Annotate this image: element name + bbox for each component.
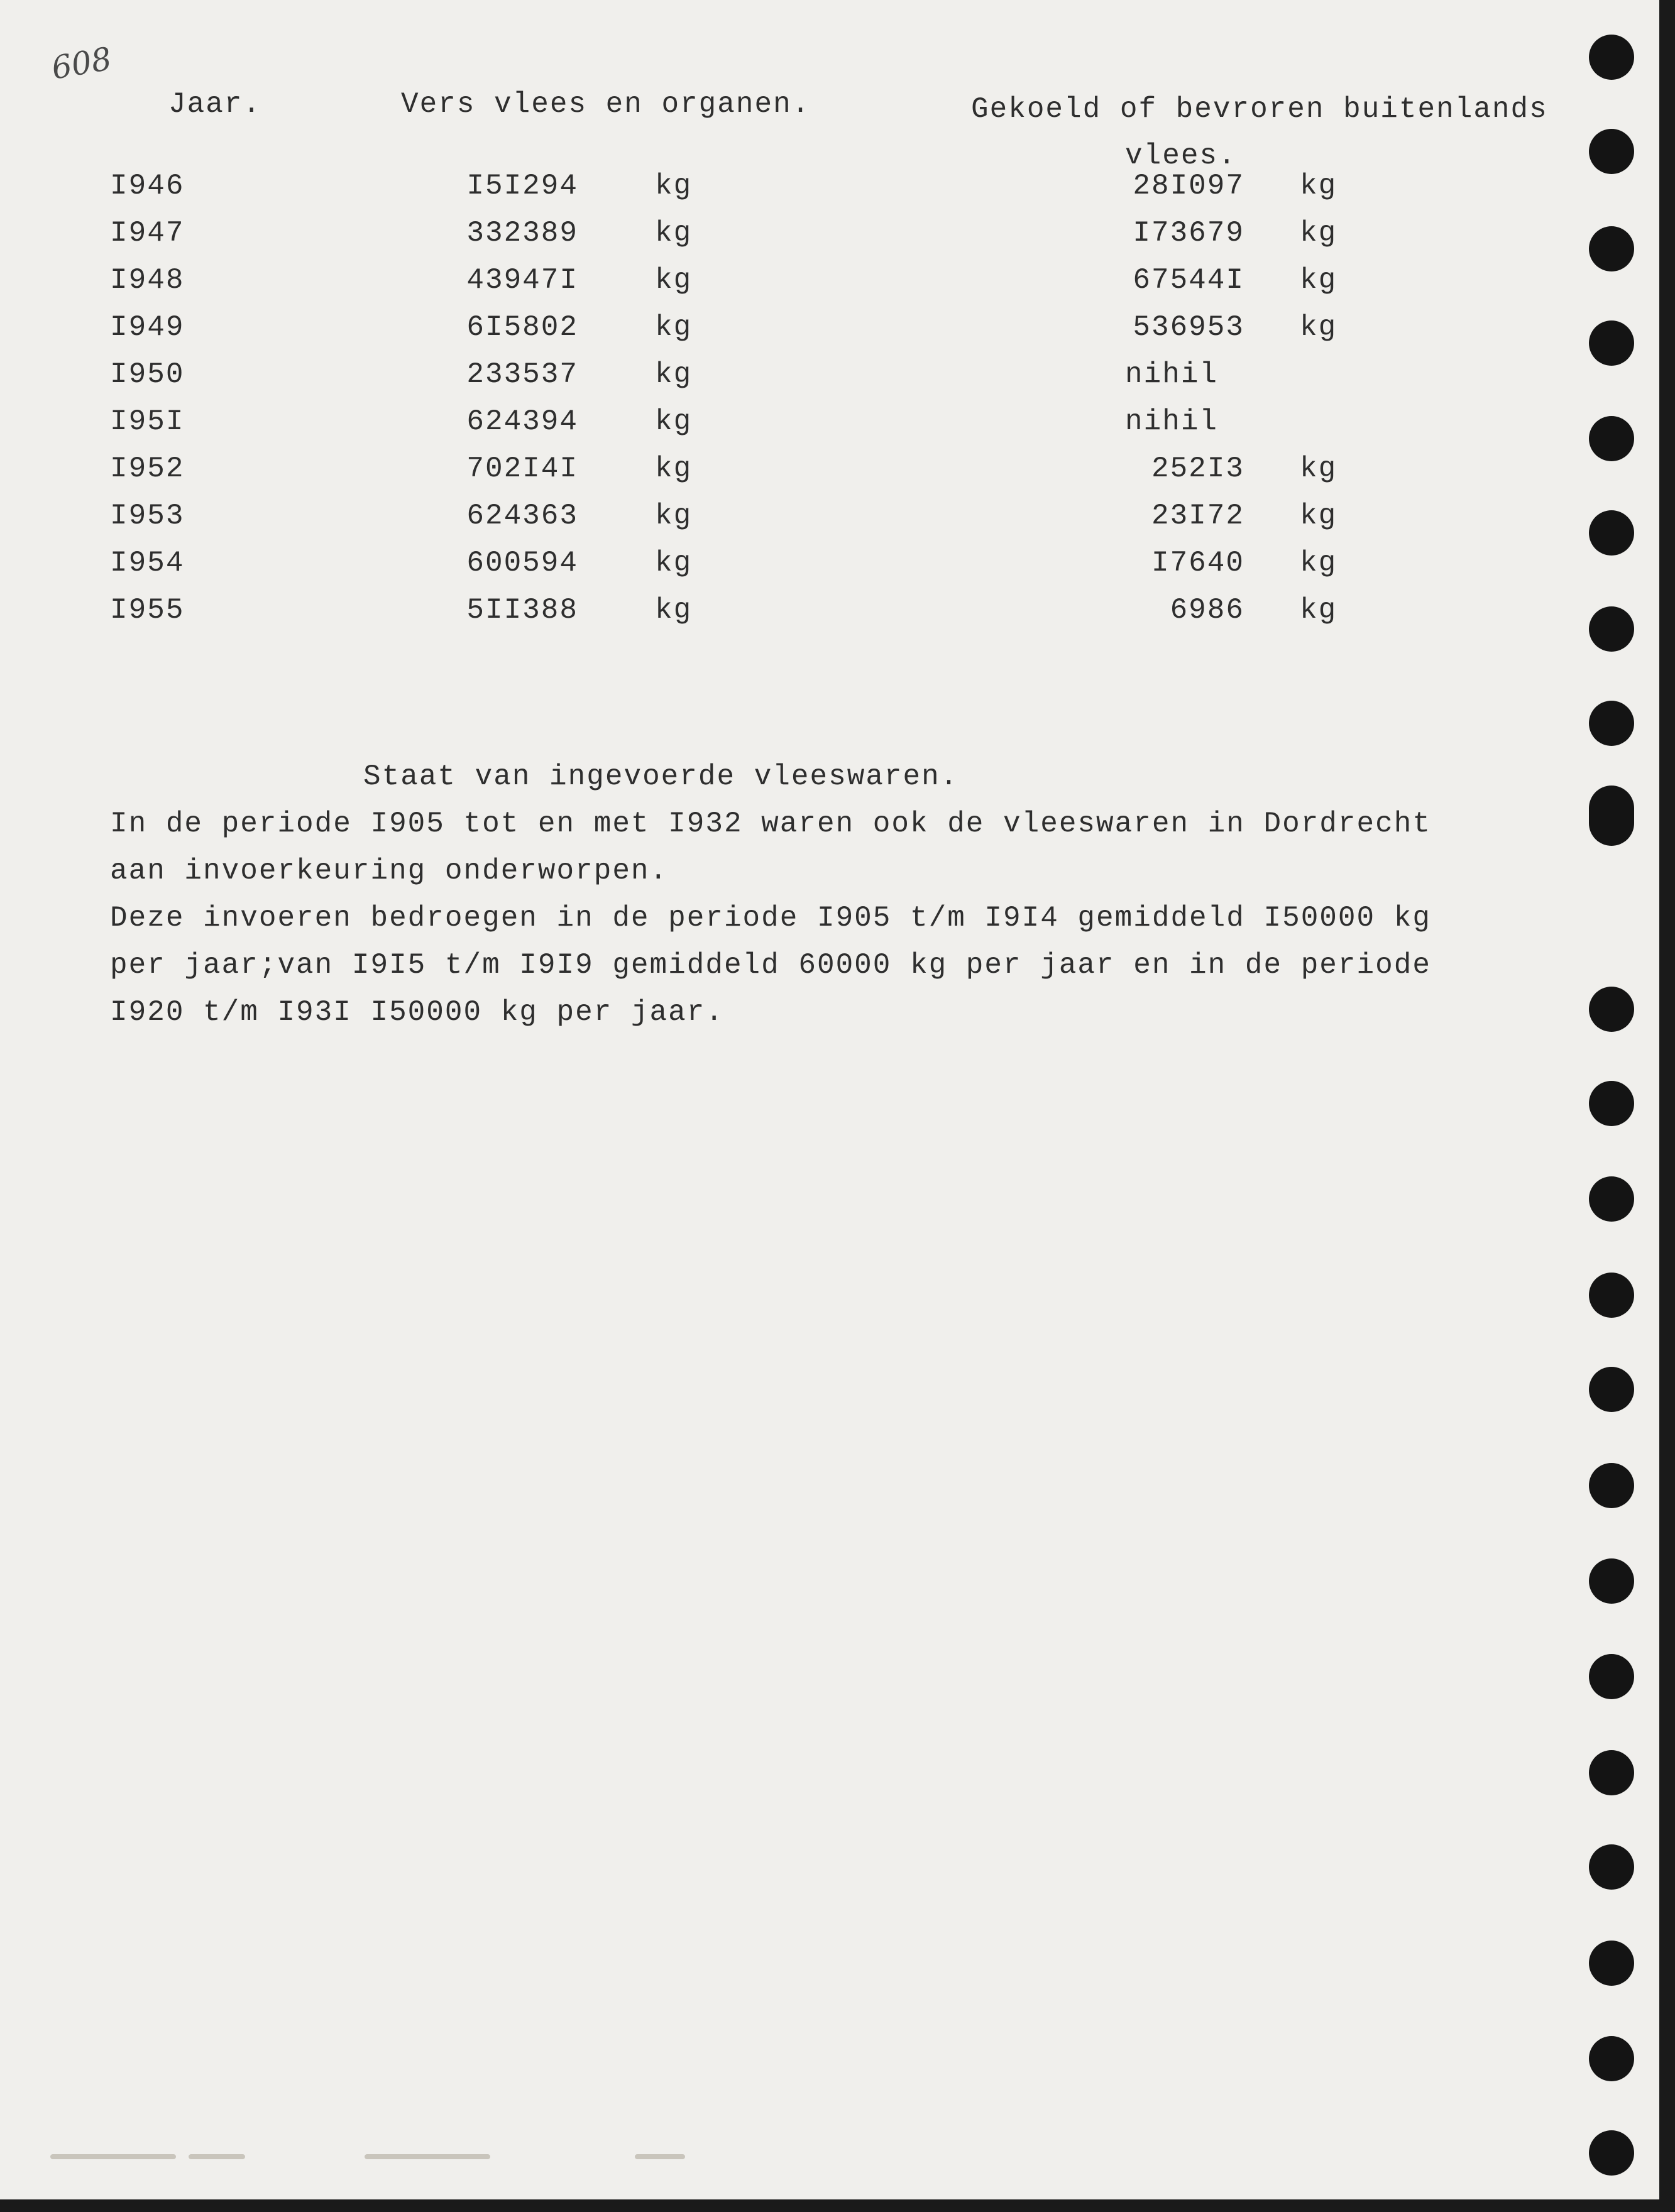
paragraph-line: Deze invoeren bedroegen in de periode I905 t/m I9I4 gemiddeld I50000 kg — [110, 902, 1431, 934]
cell-fresh: 6I5802 — [466, 311, 578, 344]
cell-foreign: nihil — [1125, 358, 1219, 391]
cell-year: I949 — [110, 311, 185, 344]
binder-hole — [1589, 1750, 1634, 1795]
cell-foreign: 252I3 — [1151, 452, 1244, 485]
binder-hole — [1589, 35, 1634, 80]
cell-fresh-unit: kg — [655, 217, 693, 249]
binder-hole — [1589, 987, 1634, 1032]
binder-hole — [1589, 226, 1634, 271]
binder-hole — [1589, 1558, 1634, 1604]
header-fresh-meat: Vers vlees en organen. — [401, 88, 811, 121]
cell-foreign: I73679 — [1133, 217, 1244, 249]
header-foreign-meat-line2: vlees. — [1125, 140, 1237, 172]
binder-hole — [1589, 786, 1634, 846]
cell-fresh-unit: kg — [655, 594, 693, 627]
smudge-mark — [635, 2154, 685, 2159]
cell-foreign-unit: kg — [1300, 311, 1337, 344]
cell-foreign: 23I72 — [1151, 500, 1244, 532]
cell-year: I952 — [110, 452, 185, 485]
cell-fresh-unit: kg — [655, 547, 693, 579]
cell-fresh: 332389 — [466, 217, 578, 249]
binder-hole — [1589, 510, 1634, 556]
binder-hole — [1589, 1367, 1634, 1412]
header-year: Jaar. — [168, 88, 262, 121]
cell-year: I947 — [110, 217, 185, 249]
cell-fresh-unit: kg — [655, 170, 693, 202]
cell-foreign-unit: kg — [1300, 452, 1337, 485]
cell-foreign: 536953 — [1133, 311, 1244, 344]
cell-fresh: 233537 — [466, 358, 578, 391]
binder-hole — [1589, 320, 1634, 366]
smudge-mark — [50, 2154, 176, 2159]
cell-year: I950 — [110, 358, 185, 391]
binder-hole — [1589, 701, 1634, 746]
binder-hole — [1589, 2036, 1634, 2081]
binder-hole — [1589, 1176, 1634, 1222]
cell-foreign-unit: kg — [1300, 217, 1337, 249]
cell-fresh-unit: kg — [655, 452, 693, 485]
cell-year: I955 — [110, 594, 185, 627]
cell-year: I948 — [110, 264, 185, 297]
cell-fresh-unit: kg — [655, 264, 693, 297]
cell-fresh-unit: kg — [655, 358, 693, 391]
section-title: Staat van ingevoerde vleeswaren. — [363, 760, 959, 793]
cell-fresh-unit: kg — [655, 405, 693, 438]
binder-hole — [1589, 1844, 1634, 1890]
cell-fresh: 624394 — [466, 405, 578, 438]
binder-hole — [1589, 1081, 1634, 1126]
binder-hole — [1589, 129, 1634, 174]
cell-foreign-unit: kg — [1300, 594, 1337, 627]
binder-hole — [1589, 1273, 1634, 1318]
binder-hole — [1589, 1463, 1634, 1508]
cell-year: I954 — [110, 547, 185, 579]
cell-foreign: I7640 — [1151, 547, 1244, 579]
binder-hole — [1589, 606, 1634, 652]
cell-year: I95I — [110, 405, 185, 438]
cell-fresh: I5I294 — [466, 170, 578, 202]
header-foreign-meat: Gekoeld of bevroren buitenlands — [971, 93, 1548, 126]
cell-fresh: 5II388 — [466, 594, 578, 627]
cell-year: I946 — [110, 170, 185, 202]
cell-fresh: 600594 — [466, 547, 578, 579]
cell-foreign: 28I097 — [1133, 170, 1244, 202]
cell-foreign: 67544I — [1133, 264, 1244, 297]
cell-foreign-unit: kg — [1300, 547, 1337, 579]
cell-foreign-unit: kg — [1300, 500, 1337, 532]
cell-year: I953 — [110, 500, 185, 532]
smudge-mark — [365, 2154, 490, 2159]
paragraph-line: In de periode I905 tot en met I932 waren ook de vleeswaren in Dordrecht — [110, 808, 1431, 840]
cell-foreign: nihil — [1125, 405, 1219, 438]
cell-foreign-unit: kg — [1300, 264, 1337, 297]
binder-hole — [1589, 416, 1634, 461]
handwritten-page-number: 608 — [48, 40, 114, 87]
paragraph-line: per jaar;van I9I5 t/m I9I9 gemiddeld 60000 kg per jaar en in de periode — [110, 949, 1431, 982]
smudge-mark — [189, 2154, 245, 2159]
cell-fresh: 702I4I — [466, 452, 578, 485]
cell-fresh-unit: kg — [655, 311, 693, 344]
binder-hole — [1589, 1654, 1634, 1699]
cell-fresh: 624363 — [466, 500, 578, 532]
paragraph-line: aan invoerkeuring onderworpen. — [110, 855, 669, 887]
binder-hole — [1589, 1941, 1634, 1986]
cell-foreign: 6986 — [1170, 594, 1244, 627]
cell-foreign-unit: kg — [1300, 170, 1337, 202]
cell-fresh-unit: kg — [655, 500, 693, 532]
binder-hole — [1589, 2130, 1634, 2176]
cell-fresh: 43947I — [466, 264, 578, 297]
paragraph-line: I920 t/m I93I I50000 kg per jaar. — [110, 996, 724, 1029]
